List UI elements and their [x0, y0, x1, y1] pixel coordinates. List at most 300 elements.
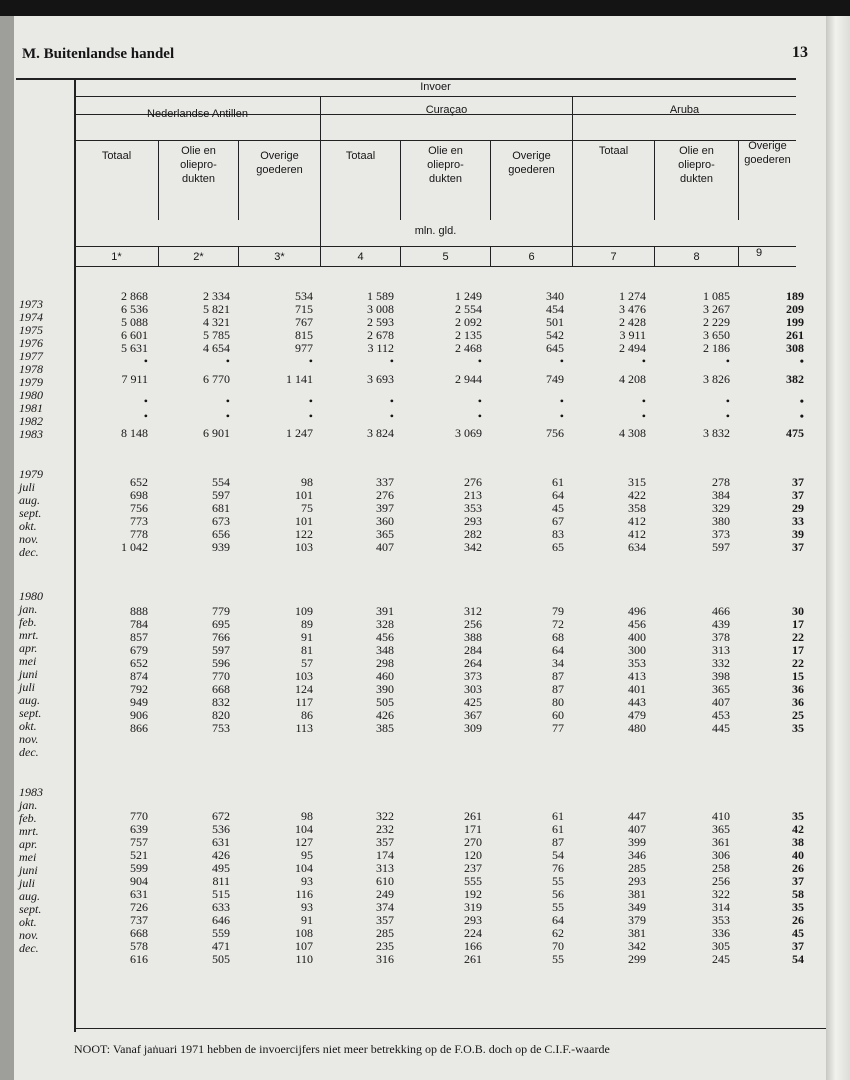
- table-cell: 37: [792, 939, 804, 953]
- row-label: feb.: [19, 615, 37, 629]
- table-cell: 65: [552, 540, 564, 554]
- table-cell: 80: [552, 695, 564, 709]
- table-cell: 37: [792, 488, 804, 502]
- table-cell: 319: [464, 900, 482, 914]
- row-label: 1977: [19, 349, 43, 363]
- table-cell: 33: [792, 514, 804, 528]
- column-number: 4: [357, 251, 364, 263]
- table-cell: 62: [552, 926, 564, 940]
- table-cell: 26: [792, 861, 804, 875]
- table-cell: 2 229: [703, 315, 730, 329]
- table-cell: 40: [792, 848, 804, 862]
- invoer-rule: [75, 96, 796, 97]
- table-cell: 30: [792, 604, 804, 618]
- table-cell: 3 008: [367, 302, 394, 316]
- table-cell: 249: [376, 887, 394, 901]
- footnote: NOOT: Vanaf jaṅuari 1971 hebben de invoercijfers niet meer betrekking op de F.O.B. doch op de C.I.F.-waarde: [74, 1042, 610, 1056]
- row-label: nov.: [19, 532, 39, 546]
- row-label: nov.: [19, 732, 39, 746]
- table-cell: 599: [130, 861, 148, 875]
- table-cell: 536: [212, 822, 230, 836]
- column-2-olie: [158, 280, 230, 1000]
- table-cell: 1 085: [703, 289, 730, 303]
- table-cell: 81: [301, 643, 313, 657]
- table-cell: 109: [295, 604, 313, 618]
- table-cell: •: [308, 409, 313, 423]
- table-cell: 245: [712, 952, 730, 966]
- table-cell: 652: [130, 475, 148, 489]
- table-cell: 679: [130, 643, 148, 657]
- table-cell: 101: [295, 488, 313, 502]
- table-cell: 495: [212, 861, 230, 875]
- table-cell: 778: [130, 527, 148, 541]
- table-cell: 192: [464, 887, 482, 901]
- table-cell: 770: [130, 809, 148, 823]
- table-cell: 7 911: [121, 372, 148, 386]
- row-label: sept.: [19, 706, 42, 720]
- table-cell: 322: [376, 809, 394, 823]
- col-header-totaal: Totaal: [101, 150, 132, 162]
- table-cell: 5 088: [121, 315, 148, 329]
- table-cell: 38: [792, 835, 804, 849]
- row-label: 1973: [19, 297, 43, 311]
- table-cell: 22: [792, 630, 804, 644]
- table-cell: 171: [464, 822, 482, 836]
- table-cell: 98: [301, 475, 313, 489]
- table-cell: 77: [552, 721, 564, 735]
- table-cell: 365: [712, 822, 730, 836]
- table-cell: 542: [546, 328, 564, 342]
- table-cell: 34: [552, 656, 564, 670]
- table-cell: 426: [212, 848, 230, 862]
- table-cell: 407: [628, 822, 646, 836]
- column-number: 1*: [111, 251, 122, 263]
- table-cell: 113: [295, 721, 313, 735]
- table-cell: 456: [628, 617, 646, 631]
- table-cell: 2 334: [203, 289, 230, 303]
- table-cell: 3 650: [703, 328, 730, 342]
- unit-rule: [75, 246, 796, 247]
- table-cell: 656: [212, 527, 230, 541]
- table-cell: •: [225, 394, 230, 408]
- table-cell: 3 832: [703, 426, 730, 440]
- row-label: 1979: [19, 467, 43, 481]
- table-cell: 6 536: [121, 302, 148, 316]
- table-cell: •: [308, 354, 313, 368]
- table-cell: •: [225, 354, 230, 368]
- group-header-aruba: Aruba: [669, 104, 700, 116]
- table-cell: 87: [552, 835, 564, 849]
- row-label: juni: [19, 667, 38, 681]
- table-cell: 904: [130, 874, 148, 888]
- table-cell: 2 135: [455, 328, 482, 342]
- table-cell: 120: [464, 848, 482, 862]
- table-cell: 401: [628, 682, 646, 696]
- table-cell: 766: [212, 630, 230, 644]
- row-label: aug.: [19, 493, 40, 507]
- table-cell: 3 693: [367, 372, 394, 386]
- row-label: apr.: [19, 837, 38, 851]
- table-cell: 329: [712, 501, 730, 515]
- table-cell: 5 785: [203, 328, 230, 342]
- table-cell: 316: [376, 952, 394, 966]
- table-cell: 64: [552, 488, 564, 502]
- table-cell: 726: [130, 900, 148, 914]
- table-cell: 695: [212, 617, 230, 631]
- column-8-olie: [654, 280, 730, 1000]
- table-cell: 315: [628, 475, 646, 489]
- table-cell: 67: [552, 514, 564, 528]
- table-cell: •: [559, 394, 564, 408]
- table-cell: 534: [295, 289, 313, 303]
- table-cell: 631: [130, 887, 148, 901]
- table-cell: 1 042: [121, 540, 148, 554]
- row-label: okt.: [19, 719, 37, 733]
- table-cell: 342: [464, 540, 482, 554]
- table-cell: 4 654: [203, 341, 230, 355]
- scan-border-top: [0, 0, 850, 16]
- table-cell: 57: [301, 656, 313, 670]
- table-cell: 379: [628, 913, 646, 927]
- table-cell: 353: [712, 913, 730, 927]
- table-cell: •: [559, 409, 564, 423]
- column-6-overige: [490, 280, 564, 1000]
- table-cell: 346: [628, 848, 646, 862]
- table-cell: 715: [295, 302, 313, 316]
- col-header-totaal: Totaal: [345, 150, 376, 162]
- table-cell: 2 554: [455, 302, 482, 316]
- table-cell: •: [799, 394, 804, 408]
- group-divider-2: [572, 96, 573, 266]
- table-cell: 353: [464, 501, 482, 515]
- column-4-totaal: [320, 280, 394, 1000]
- table-cell: 1 247: [286, 426, 313, 440]
- table-cell: 977: [295, 341, 313, 355]
- row-label: 1983: [19, 785, 43, 799]
- table-cell: 2 678: [367, 328, 394, 342]
- row-label: 1978: [19, 362, 43, 376]
- col-header-olie: Olie en oliepro- dukten: [180, 145, 217, 185]
- table-cell: 2 944: [455, 372, 482, 386]
- table-cell: 815: [295, 328, 313, 342]
- table-cell: 313: [712, 643, 730, 657]
- table-cell: 906: [130, 708, 148, 722]
- row-label: feb.: [19, 811, 37, 825]
- table-cell: 480: [628, 721, 646, 735]
- table-cell: 29: [792, 501, 804, 515]
- table-cell: 357: [376, 913, 394, 927]
- column-number: 9: [755, 247, 763, 259]
- table-cell: 398: [712, 669, 730, 683]
- table-cell: •: [389, 354, 394, 368]
- table-cell: •: [225, 409, 230, 423]
- table-cell: 4 321: [203, 315, 230, 329]
- table-cell: 597: [712, 540, 730, 554]
- table-cell: 857: [130, 630, 148, 644]
- table-cell: 453: [712, 708, 730, 722]
- table-cell: 373: [712, 527, 730, 541]
- table-cell: •: [559, 354, 564, 368]
- table-cell: 298: [376, 656, 394, 670]
- table-cell: •: [143, 409, 148, 423]
- table-cell: •: [143, 354, 148, 368]
- table-cell: 110: [295, 952, 313, 966]
- table-cell: 54: [552, 848, 564, 862]
- table-cell: 888: [130, 604, 148, 618]
- table-cell: 61: [552, 475, 564, 489]
- table-cell: 309: [464, 721, 482, 735]
- table-cell: 6 770: [203, 372, 230, 386]
- table-cell: 3 267: [703, 302, 730, 316]
- table-cell: 373: [464, 669, 482, 683]
- table-cell: 597: [212, 643, 230, 657]
- table-cell: 174: [376, 848, 394, 862]
- table-cell: 949: [130, 695, 148, 709]
- table-cell: 698: [130, 488, 148, 502]
- table-cell: 91: [301, 630, 313, 644]
- table-cell: 610: [376, 874, 394, 888]
- table-cell: 224: [464, 926, 482, 940]
- table-cell: 76: [552, 861, 564, 875]
- table-cell: •: [389, 394, 394, 408]
- row-label: 1981: [19, 401, 43, 415]
- table-cell: 122: [295, 527, 313, 541]
- table-cell: 261: [464, 809, 482, 823]
- row-label: juli: [19, 480, 36, 494]
- table-cell: 17: [792, 643, 804, 657]
- row-label: 1980: [19, 388, 43, 402]
- row-label: 1974: [19, 310, 43, 324]
- table-cell: 425: [464, 695, 482, 709]
- table-cell: 496: [628, 604, 646, 618]
- table-cell: 103: [295, 669, 313, 683]
- table-cell: 4 308: [619, 426, 646, 440]
- row-label: mrt.: [19, 824, 39, 838]
- table-cell: 382: [786, 372, 804, 386]
- row-label: juni: [19, 863, 38, 877]
- table-cell: 55: [552, 900, 564, 914]
- table-cell: 36: [792, 682, 804, 696]
- table-cell: •: [799, 354, 804, 368]
- document-page: [14, 16, 826, 1080]
- table-cell: 89: [301, 617, 313, 631]
- table-cell: 91: [301, 913, 313, 927]
- table-cell: 381: [628, 887, 646, 901]
- table-cell: 365: [376, 527, 394, 541]
- row-label: 1980: [19, 589, 43, 603]
- table-cell: 811: [212, 874, 230, 888]
- group-header-nederlandse-antillen: Nederlandse Antillen: [147, 108, 248, 120]
- table-cell: 3 826: [703, 372, 730, 386]
- table-cell: •: [641, 354, 646, 368]
- table-cell: 68: [552, 630, 564, 644]
- table-cell: 874: [130, 669, 148, 683]
- table-cell: 633: [212, 900, 230, 914]
- table-cell: 55: [552, 874, 564, 888]
- table-cell: 757: [130, 835, 148, 849]
- row-label: mei: [19, 850, 37, 864]
- table-cell: 293: [464, 913, 482, 927]
- table-cell: 2 428: [619, 315, 646, 329]
- table-cell: 72: [552, 617, 564, 631]
- table-cell: 22: [792, 656, 804, 670]
- table-cell: •: [641, 394, 646, 408]
- table-cell: 39: [792, 527, 804, 541]
- column-7-totaal: [572, 280, 646, 1000]
- table-cell: 256: [712, 874, 730, 888]
- table-cell: 378: [712, 630, 730, 644]
- table-cell: 445: [712, 721, 730, 735]
- table-cell: 413: [628, 669, 646, 683]
- table-cell: 15: [792, 669, 804, 683]
- row-label: 1979: [19, 375, 43, 389]
- table-cell: 124: [295, 682, 313, 696]
- table-cell: 456: [376, 630, 394, 644]
- table-cell: 555: [464, 874, 482, 888]
- table-cell: 756: [130, 501, 148, 515]
- table-cell: 314: [712, 900, 730, 914]
- table-cell: •: [477, 409, 482, 423]
- table-cell: 348: [376, 643, 394, 657]
- table-cell: 407: [712, 695, 730, 709]
- table-cell: 270: [464, 835, 482, 849]
- table-cell: •: [725, 409, 730, 423]
- table-cell: 753: [212, 721, 230, 735]
- table-cell: 381: [628, 926, 646, 940]
- row-label: juli: [19, 876, 36, 890]
- col-header-overige: Overige goederen: [256, 150, 303, 176]
- table-cell: 103: [295, 540, 313, 554]
- table-cell: 337: [376, 475, 394, 489]
- column-1-totaal: [78, 280, 148, 1000]
- row-label: dec.: [19, 745, 39, 759]
- table-cell: 475: [786, 426, 804, 440]
- row-label: apr.: [19, 641, 38, 655]
- table-cell: 293: [464, 514, 482, 528]
- table-cell: 673: [212, 514, 230, 528]
- table-cell: 322: [712, 887, 730, 901]
- table-cell: 285: [628, 861, 646, 875]
- table-cell: 388: [464, 630, 482, 644]
- table-cell: 37: [792, 874, 804, 888]
- table-cell: 104: [295, 822, 313, 836]
- group-divider-1: [320, 96, 321, 266]
- row-label: sept.: [19, 506, 42, 520]
- table-cell: 412: [628, 514, 646, 528]
- table-cell: 391: [376, 604, 394, 618]
- column-number: 7: [610, 251, 617, 263]
- table-cell: 447: [628, 809, 646, 823]
- table-cell: 93: [301, 874, 313, 888]
- table-cell: 332: [712, 656, 730, 670]
- table-cell: 340: [546, 289, 564, 303]
- table-cell: 792: [130, 682, 148, 696]
- row-label: 1975: [19, 323, 43, 337]
- subheader-rule: [75, 140, 796, 141]
- table-cell: 358: [628, 501, 646, 515]
- table-cell: 820: [212, 708, 230, 722]
- table-cell: 407: [376, 540, 394, 554]
- table-cell: 349: [628, 900, 646, 914]
- table-cell: 866: [130, 721, 148, 735]
- colnum-rule: [75, 266, 796, 267]
- column-number: 3*: [274, 251, 285, 263]
- table-cell: 4 208: [619, 372, 646, 386]
- table-cell: 400: [628, 630, 646, 644]
- table-cell: 54: [792, 952, 804, 966]
- table-cell: 939: [212, 540, 230, 554]
- table-cell: 767: [295, 315, 313, 329]
- column-number: 6: [528, 251, 535, 263]
- table-cell: 45: [792, 926, 804, 940]
- table-cell: 554: [212, 475, 230, 489]
- row-label: 1976: [19, 336, 43, 350]
- table-cell: 2 868: [121, 289, 148, 303]
- table-cell: 6 901: [203, 426, 230, 440]
- table-cell: 361: [712, 835, 730, 849]
- column-number: 8: [693, 251, 700, 263]
- table-cell: 443: [628, 695, 646, 709]
- unit-label: mln. gld.: [414, 225, 457, 237]
- table-cell: 86: [301, 708, 313, 722]
- table-cell: 55: [552, 952, 564, 966]
- table-stub-rule: [74, 78, 76, 1032]
- column-9-overige: [738, 280, 804, 1000]
- row-label: 1983: [19, 427, 43, 441]
- table-cell: 60: [552, 708, 564, 722]
- table-cell: •: [799, 409, 804, 423]
- table-cell: 2 593: [367, 315, 394, 329]
- table-cell: 276: [376, 488, 394, 502]
- table-cell: 104: [295, 861, 313, 875]
- table-cell: 466: [712, 604, 730, 618]
- table-cell: 284: [464, 643, 482, 657]
- column-5-olie: [400, 280, 482, 1000]
- table-cell: 5 631: [121, 341, 148, 355]
- row-label: aug.: [19, 889, 40, 903]
- table-cell: •: [389, 409, 394, 423]
- table-cell: 61: [552, 822, 564, 836]
- book-spine-edge: [826, 16, 850, 1080]
- row-label: jan.: [19, 798, 38, 812]
- table-cell: 2 468: [455, 341, 482, 355]
- table-cell: 26: [792, 913, 804, 927]
- col-header-olie: Olie en oliepro- dukten: [427, 145, 464, 185]
- table-cell: 127: [295, 835, 313, 849]
- table-cell: 385: [376, 721, 394, 735]
- row-label: dec.: [19, 545, 39, 559]
- table-cell: 773: [130, 514, 148, 528]
- table-cell: 313: [376, 861, 394, 875]
- table-cell: 58: [792, 887, 804, 901]
- table-cell: 83: [552, 527, 564, 541]
- table-cell: 256: [464, 617, 482, 631]
- table-cell: •: [725, 354, 730, 368]
- table-cell: 328: [376, 617, 394, 631]
- table-cell: 342: [628, 939, 646, 953]
- table-cell: 422: [628, 488, 646, 502]
- table-cell: 278: [712, 475, 730, 489]
- row-label: dec.: [19, 941, 39, 955]
- table-cell: 35: [792, 809, 804, 823]
- table-cell: 116: [295, 887, 313, 901]
- table-cell: 1 274: [619, 289, 646, 303]
- table-cell: 87: [552, 682, 564, 696]
- table-cell: 293: [628, 874, 646, 888]
- page-number: 13: [792, 44, 808, 61]
- table-cell: 95: [301, 848, 313, 862]
- row-label: okt.: [19, 519, 37, 533]
